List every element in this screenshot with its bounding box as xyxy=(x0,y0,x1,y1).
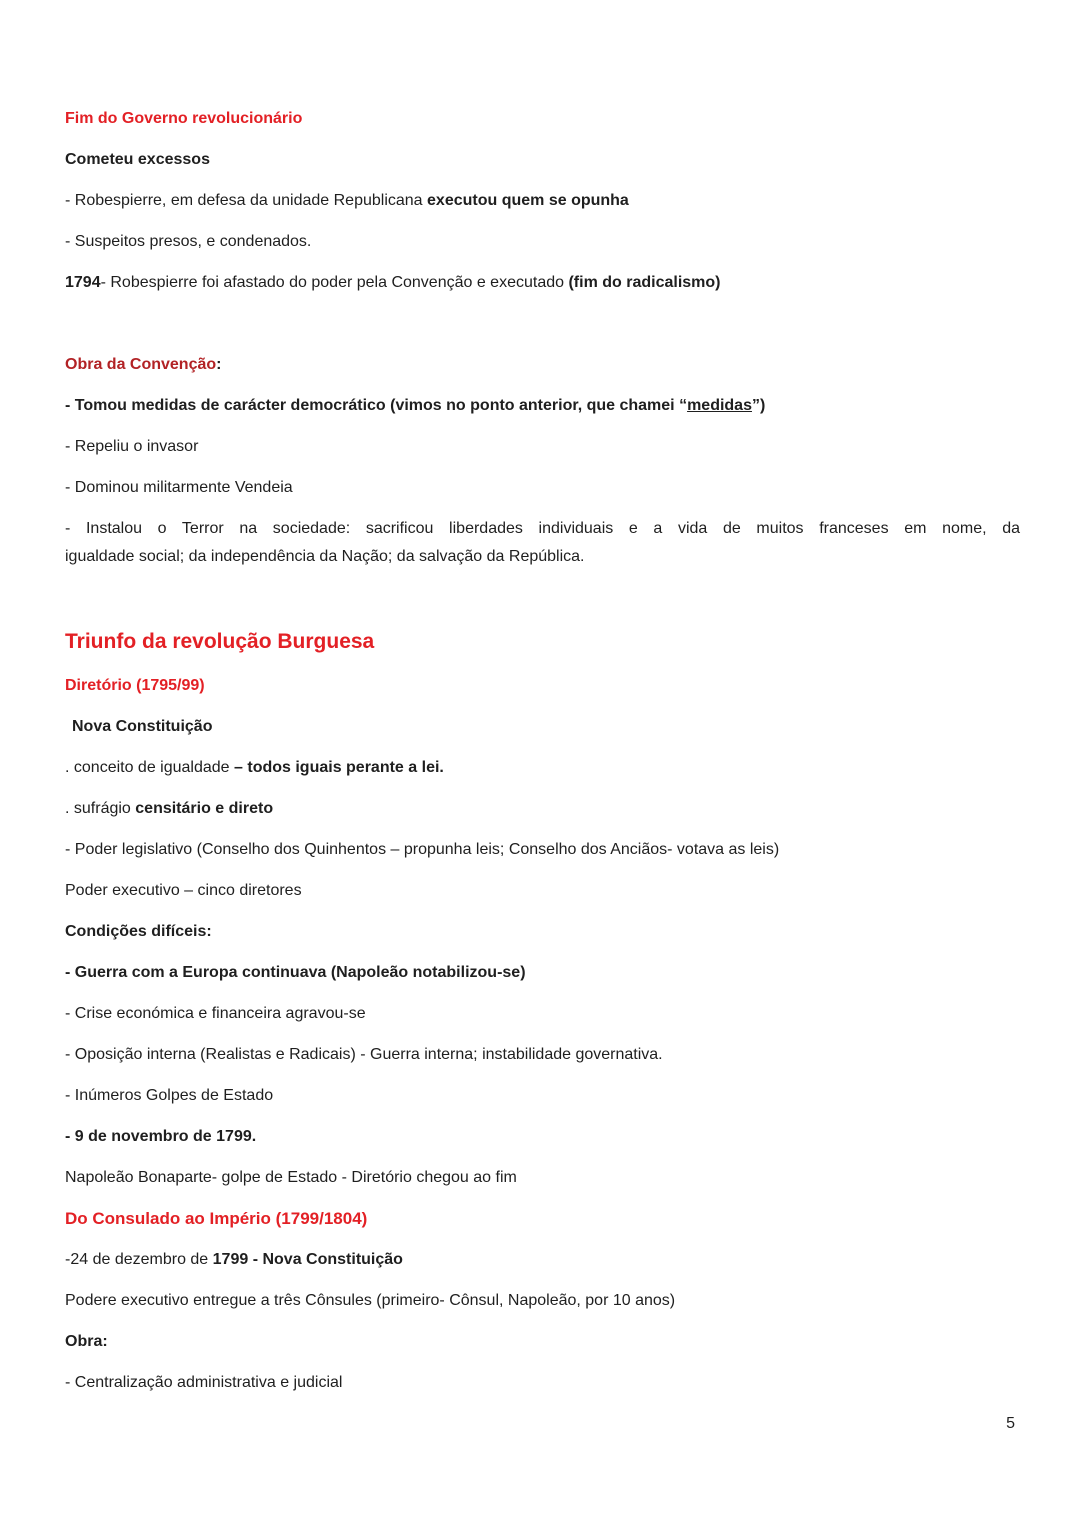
text-run: Triunfo da revolução Burguesa xyxy=(65,630,375,653)
para-golpes-estado xyxy=(65,1082,1020,1110)
text-run: - Repeliu o invasor xyxy=(65,438,199,455)
para-guerra-europa xyxy=(65,959,1020,987)
para-24-dezembro-1799 xyxy=(65,1246,1020,1274)
blank-line xyxy=(65,584,1020,612)
text-run: - Dominou militarmente Vendeia xyxy=(65,479,293,496)
text-run: Do Consulado ao Império (1799/1804) xyxy=(65,1209,368,1228)
text-run: 1799 - Nova Constituição xyxy=(212,1251,403,1268)
para-robespierre-executou xyxy=(65,187,1020,215)
text-run: Cometeu excessos xyxy=(65,151,210,168)
text-run: - 9 de novembro de 1799. xyxy=(65,1128,257,1145)
para-instalou-terror xyxy=(65,515,1020,571)
para-tomou-medidas xyxy=(65,392,1020,420)
text-run: Fim do Governo revolucionário xyxy=(65,110,303,127)
text-run: medidas xyxy=(687,397,752,414)
para-obra xyxy=(65,1328,1020,1356)
text-run: - Robespierre foi afastado do poder pela Convenção e executado xyxy=(100,274,569,291)
para-centralizacao xyxy=(65,1369,1020,1397)
para-repeliu-invasor xyxy=(65,433,1020,461)
text-run: - Robespierre, em defesa da unidade Republicana xyxy=(65,192,428,209)
para-dominou-vendeia xyxy=(65,474,1020,502)
text-line xyxy=(65,543,1020,571)
heading-obra-da-convencao xyxy=(65,351,1020,379)
para-oposicao-interna xyxy=(65,1041,1020,1069)
heading-triunfo-revolucao xyxy=(65,625,1020,659)
text-run: 1794 xyxy=(65,274,101,291)
text-run: Podere executivo entregue a três Cônsules (primeiro- Cônsul, Napoleão, por 10 anos) xyxy=(65,1292,676,1309)
para-nova-constituicao xyxy=(65,713,1020,741)
text-run: Obra da Convenção xyxy=(65,356,217,373)
text-run: Nova Constituição xyxy=(72,718,213,735)
para-1794-robespierre xyxy=(65,269,1020,297)
text-run: Condições difíceis: xyxy=(65,923,212,940)
text-run: - Guerra com a Europa continuava (Napoleão notabilizou-se) xyxy=(65,964,526,981)
text-run: - Crise económica e financeira agravou-se xyxy=(65,1005,366,1022)
text-run: - Poder legislativo (Conselho dos Quinhentos – propunha leis; Conselho dos Anciãos- votava as leis) xyxy=(65,841,780,858)
para-sufragio xyxy=(65,795,1020,823)
para-cometeu-excessos xyxy=(65,146,1020,174)
para-poder-legislativo xyxy=(65,836,1020,864)
text-run: . sufrágio xyxy=(65,800,136,817)
text-run: censitário e direto xyxy=(135,800,274,817)
text-line xyxy=(65,515,1020,543)
heading-consulado-imperio xyxy=(65,1205,1020,1233)
text-run: Napoleão Bonaparte- golpe de Estado - Diretório chegou ao fim xyxy=(65,1169,517,1186)
page-number: 5 xyxy=(1006,1415,1015,1432)
text-run: ”) xyxy=(751,397,766,414)
document-body xyxy=(65,105,1020,1397)
text-run: executou quem se opunha xyxy=(427,192,629,209)
text-run: Obra: xyxy=(65,1333,108,1350)
heading-diretorio xyxy=(65,672,1020,700)
text-run: (fim do radicalismo) xyxy=(568,274,721,291)
text-run: - Centralização administrativa e judicial xyxy=(65,1374,343,1391)
para-poder-executivo xyxy=(65,877,1020,905)
text-run: igualdade social; da independência da Nação; da salvação da República. xyxy=(65,548,585,565)
text-run: - Inúmeros Golpes de Estado xyxy=(65,1087,274,1104)
text-run: : xyxy=(216,356,222,373)
text-run: - Oposição interna (Realistas e Radicais) - Guerra interna; instabilidade governativa. xyxy=(65,1046,663,1063)
para-napoleao-golpe xyxy=(65,1164,1020,1192)
para-conceito-igualdade xyxy=(65,754,1020,782)
text-run: - Instalou o Terror na sociedade: sacrificou liberdades individuais e a vida de muitos franceses em nome, da xyxy=(65,520,1020,537)
text-run: Poder executivo – cinco diretores xyxy=(65,882,302,899)
text-run: Diretório (1795/99) xyxy=(65,677,205,694)
text-run: - Suspeitos presos, e condenados. xyxy=(65,233,312,250)
para-9-novembro-1799 xyxy=(65,1123,1020,1151)
heading-fim-do-governo xyxy=(65,105,1020,133)
para-podere-executivo-consules xyxy=(65,1287,1020,1315)
text-run: – todos iguais perante a lei. xyxy=(234,759,444,776)
text-run: - Tomou medidas de carácter democrático (vimos no ponto anterior, que chamei “ xyxy=(65,397,688,414)
text-run: -24 de dezembro de xyxy=(65,1251,213,1268)
blank-line xyxy=(65,310,1020,338)
text-run: . conceito de igualdade xyxy=(65,759,235,776)
para-crise-economica xyxy=(65,1000,1020,1028)
para-condicoes-dificeis xyxy=(65,918,1020,946)
para-suspeitos-presos xyxy=(65,228,1020,256)
